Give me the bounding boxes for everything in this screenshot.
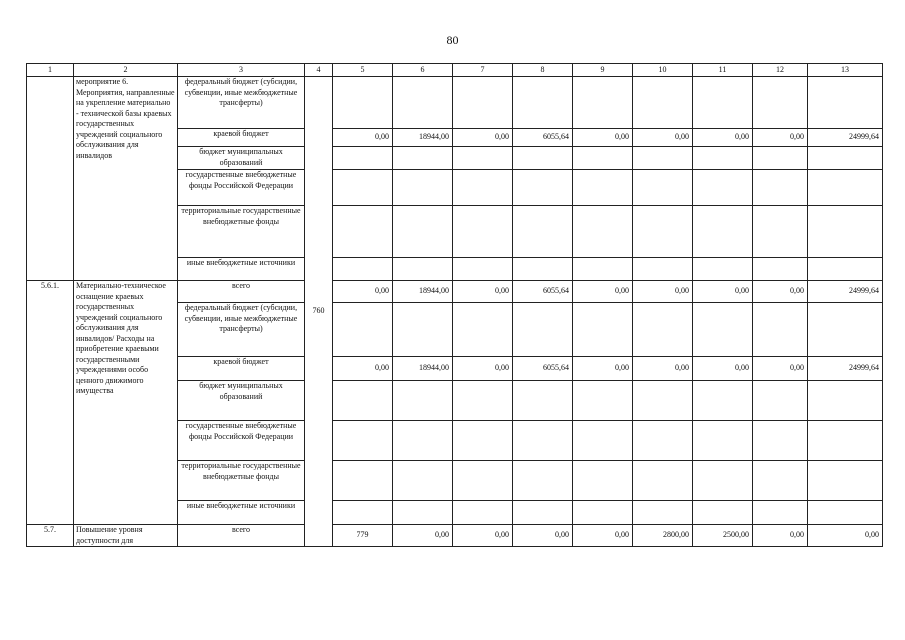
value-cell [333,303,393,357]
value-cell [633,77,693,129]
value-cell: 0,00 [753,129,808,147]
value-cell [393,206,453,258]
value-cell [808,461,883,501]
value-cell [453,147,513,170]
value-cell: 6055,64 [513,281,573,303]
value-cell: 0,00 [633,357,693,381]
funding-source: бюджет муниципальных образований [178,147,305,170]
value-cell [453,501,513,525]
value-cell: 0,00 [693,281,753,303]
value-cell [513,421,573,461]
value-cell [693,206,753,258]
column-number: 9 [573,64,633,77]
value-cell [513,381,573,421]
column-number: 5 [333,64,393,77]
value-cell [333,170,393,206]
value-cell [393,258,453,281]
value-cell: 0,00 [753,357,808,381]
value-cell [393,77,453,129]
value-cell: 0,00 [753,281,808,303]
value-cell [753,461,808,501]
column-number: 12 [753,64,808,77]
value-cell: 0,00 [453,281,513,303]
row-code: 5.6.1. [27,281,74,525]
value-cell: 0,00 [693,129,753,147]
row-code: 5.7. [27,525,74,547]
value-cell: 24999,64 [808,129,883,147]
value-cell [808,501,883,525]
column-number: 10 [633,64,693,77]
value-cell [633,170,693,206]
value-cell: 0,00 [633,129,693,147]
value-cell [633,258,693,281]
value-cell [633,421,693,461]
value-cell: 0,00 [453,129,513,147]
value-cell [808,303,883,357]
value-cell: 24999,64 [808,281,883,303]
value-cell [333,501,393,525]
value-cell [808,381,883,421]
value-cell [753,501,808,525]
budget-table [26,63,883,547]
table-row [27,281,883,303]
value-cell [453,421,513,461]
value-cell [393,501,453,525]
value-cell [753,303,808,357]
value-cell [453,461,513,501]
funding-source: территориальные государственные внебюджетные фонды [178,206,305,258]
value-cell [513,170,573,206]
value-cell [573,461,633,501]
value-cell [573,77,633,129]
value-cell: 0,00 [333,357,393,381]
value-cell [693,147,753,170]
row-code [27,77,74,281]
group-code: 779 [333,525,393,547]
group-code: 760 [305,77,333,547]
value-cell: 0,00 [573,129,633,147]
value-cell [573,147,633,170]
value-cell [333,206,393,258]
value-cell: 24999,64 [808,357,883,381]
value-cell: 6055,64 [513,129,573,147]
value-cell: 2800,00 [633,525,693,547]
value-cell [513,303,573,357]
value-cell [753,77,808,129]
value-cell [753,421,808,461]
value-cell [453,303,513,357]
value-cell [513,147,573,170]
table-header-row [27,64,883,77]
column-number: 6 [393,64,453,77]
value-cell [513,77,573,129]
column-number: 4 [305,64,333,77]
page-number: 80 [446,33,459,47]
value-cell: 0,00 [333,129,393,147]
row-name: Материально-техническое оснащение краевых государственных учреждений социального обслуживания для инвалидов/ Расходы на приобретение краевыми государственными учреждениями особо ценного движимого имущества [74,281,178,525]
value-cell [333,421,393,461]
value-cell [693,501,753,525]
value-cell [693,170,753,206]
column-number: 3 [178,64,305,77]
funding-source: краевой бюджет [178,129,305,147]
value-cell [693,77,753,129]
value-cell [753,381,808,421]
value-cell [808,147,883,170]
value-cell [573,170,633,206]
value-cell: 0,00 [453,357,513,381]
column-number: 13 [808,64,883,77]
value-cell [573,381,633,421]
column-number: 2 [74,64,178,77]
value-cell [633,147,693,170]
value-cell [453,206,513,258]
funding-source: бюджет муниципальных образований [178,381,305,421]
funding-source: государственные внебюджетные фонды Российской Федерации [178,170,305,206]
value-cell [573,258,633,281]
value-cell [393,421,453,461]
value-cell [333,461,393,501]
column-number: 11 [693,64,753,77]
row-name: мероприятие 6. Мероприятия, направленные на укрепление материально - технической базы краевых государственных учреждений социального обслуживания для инвалидов [74,77,178,281]
value-cell [633,381,693,421]
value-cell: 18944,00 [393,281,453,303]
value-cell [753,147,808,170]
value-cell [573,303,633,357]
value-cell: 0,00 [513,525,573,547]
value-cell [808,77,883,129]
value-cell [633,461,693,501]
value-cell [333,258,393,281]
value-cell [753,170,808,206]
value-cell [453,258,513,281]
value-cell: 0,00 [573,525,633,547]
value-cell: 0,00 [693,357,753,381]
value-cell: 0,00 [573,357,633,381]
value-cell: 0,00 [633,281,693,303]
value-cell [333,77,393,129]
column-number: 7 [453,64,513,77]
value-cell: 6055,64 [513,357,573,381]
value-cell [808,421,883,461]
value-cell [693,461,753,501]
funding-source: территориальные государственные внебюджетные фонды [178,461,305,501]
column-number: 1 [27,64,74,77]
funding-source: государственные внебюджетные фонды Российской Федерации [178,421,305,461]
value-cell [513,501,573,525]
value-cell [808,258,883,281]
value-cell [393,461,453,501]
value-cell [393,147,453,170]
value-cell [393,303,453,357]
value-cell [333,147,393,170]
value-cell [393,381,453,421]
value-cell [753,258,808,281]
funding-source: иные внебюджетные источники [178,258,305,281]
value-cell [573,501,633,525]
value-cell [753,206,808,258]
value-cell: 0,00 [808,525,883,547]
value-cell: 18944,00 [393,357,453,381]
funding-source: федеральный бюджет (субсидии, субвенции, иные межбюджетные трансферты) [178,303,305,357]
value-cell [633,501,693,525]
funding-source: краевой бюджет [178,357,305,381]
value-cell: 2500,00 [693,525,753,547]
row-name: Повышение уровня доступности для [74,525,178,547]
funding-source: иные внебюджетные источники [178,501,305,525]
funding-source: всего [178,281,305,303]
funding-source: всего [178,525,305,547]
value-cell [693,381,753,421]
value-cell: 0,00 [453,525,513,547]
value-cell [513,206,573,258]
value-cell [693,421,753,461]
funding-source: федеральный бюджет (субсидии, субвенции, иные межбюджетные трансферты) [178,77,305,129]
table-row [27,77,883,129]
value-cell [573,206,633,258]
value-cell: 0,00 [573,281,633,303]
value-cell [453,381,513,421]
value-cell: 0,00 [753,525,808,547]
value-cell [693,303,753,357]
value-cell [453,170,513,206]
value-cell [573,421,633,461]
value-cell [633,303,693,357]
value-cell [693,258,753,281]
value-cell: 0,00 [333,281,393,303]
value-cell [808,206,883,258]
table-row [27,525,883,547]
value-cell [633,206,693,258]
value-cell: 0,00 [393,525,453,547]
value-cell [808,170,883,206]
value-cell: 18944,00 [393,129,453,147]
value-cell [393,170,453,206]
value-cell [453,77,513,129]
value-cell [333,381,393,421]
value-cell [513,258,573,281]
column-number: 8 [513,64,573,77]
value-cell [513,461,573,501]
